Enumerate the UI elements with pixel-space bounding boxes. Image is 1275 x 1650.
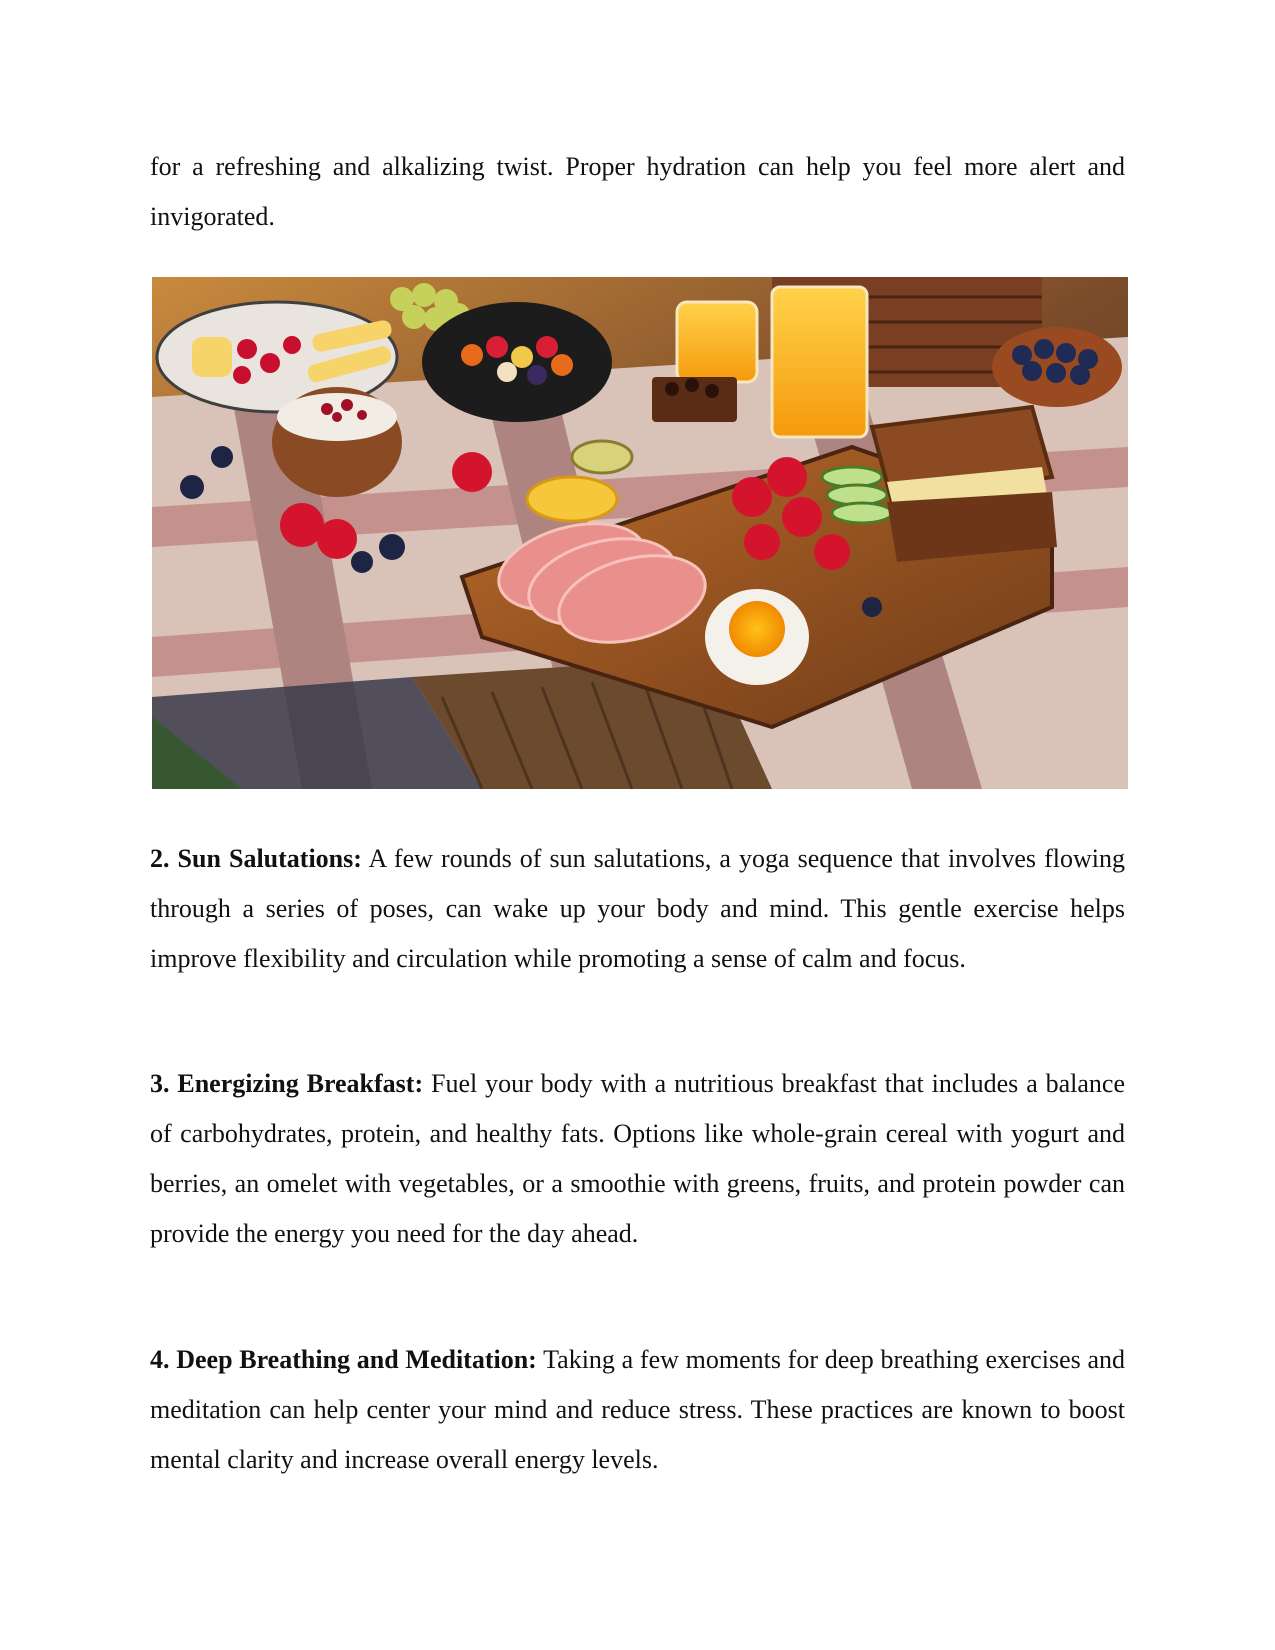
- intro-paragraph: for a refreshing and alkalizing twist. Proper hydration can help you feel more alert and invigorated.: [150, 152, 1125, 231]
- sun-salutations-heading: 2. Sun Salutations:: [150, 844, 362, 873]
- document-page: [150, 0, 1125, 1650]
- energizing-breakfast-paragraph: [150, 1059, 1125, 1259]
- sun-salutations-body: A few rounds of sun salutations, a yoga sequence that involves flowing through a series of poses, can wake up your body and mind. This gentle exercise helps improve flexibility and circulation while promoting a sense of calm and focus.: [150, 844, 1125, 973]
- picnic-breakfast-photo: [152, 277, 1128, 789]
- deep-breathing-body: Taking a few moments for deep breathing exercises and meditation can help center your mind and reduce stress. These practices are known to boost mental clarity and increase overall energy levels.: [150, 1345, 1125, 1474]
- sun-salutations-paragraph: [150, 834, 1125, 984]
- energizing-breakfast-body: Fuel your body with a nutritious breakfast that includes a balance of carbohydrates, protein, and healthy fats. Options like whole-grain cereal with yogurt and berries, an omelet with vegetables, or a smoothie with greens, fruits, and protein powder can provide the energy you need for the day ahead.: [150, 1069, 1125, 1248]
- energizing-breakfast-heading: 3. Energizing Breakfast:: [150, 1069, 424, 1098]
- deep-breathing-heading: 4. Deep Breathing and Meditation:: [150, 1345, 537, 1374]
- deep-breathing-paragraph: [150, 1335, 1125, 1485]
